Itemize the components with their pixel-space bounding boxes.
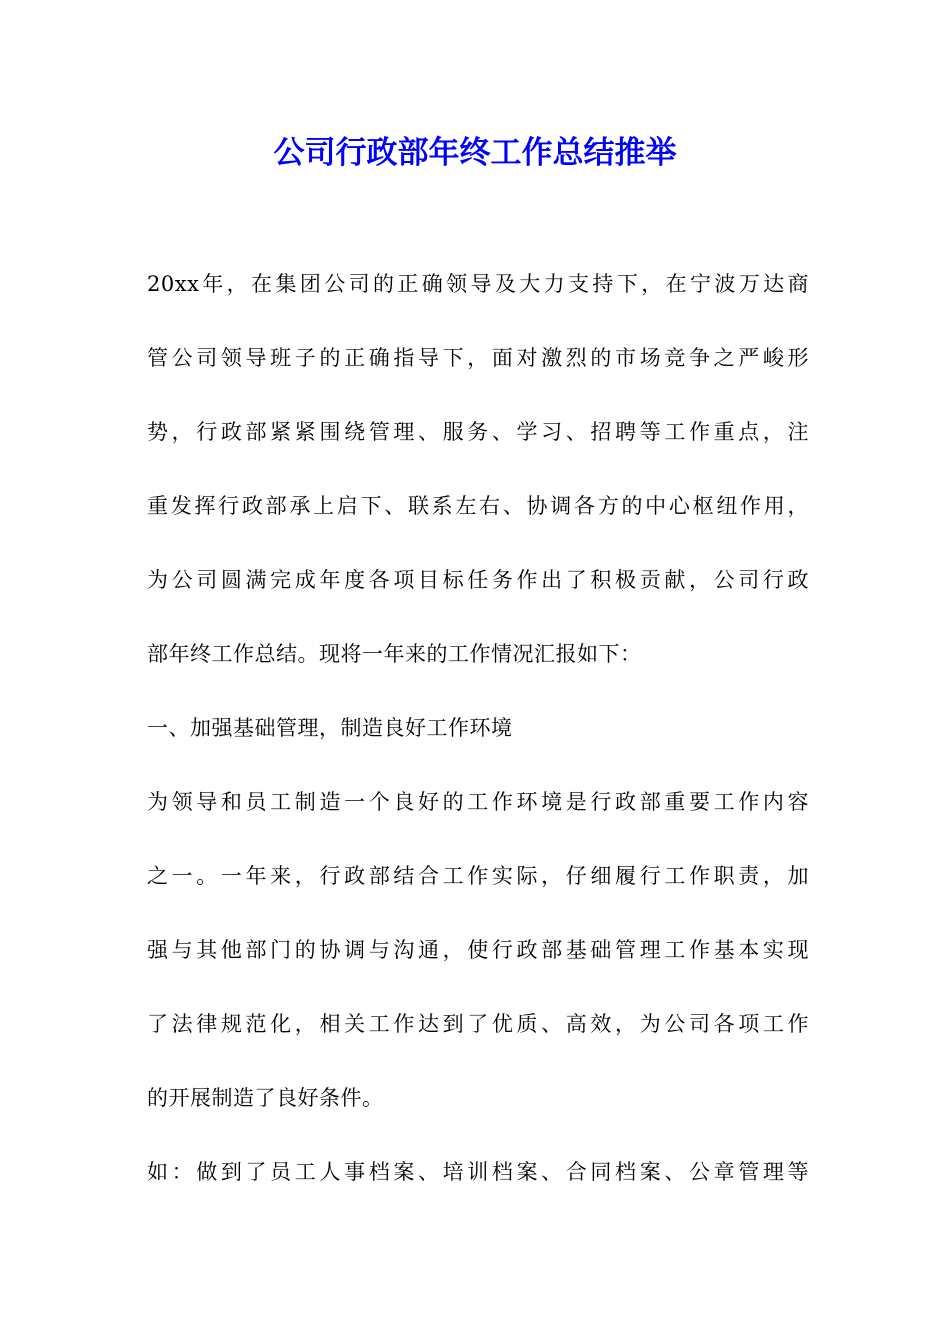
document-title: 公司行政部年终工作总结推举	[273, 135, 677, 171]
section-heading: 一、加强基础管理，制造良好工作环境	[147, 716, 513, 740]
body-line: 的开展制造了良好条件。	[147, 1086, 384, 1110]
body-line: 强与其他部门的协调与沟通，使行政部基础管理工作基本实现	[147, 938, 809, 962]
body-line: 重发挥行政部承上启下、联系左右、协调各方的中心枢纽作用，	[147, 494, 809, 518]
body-line: 管公司领导班子的正确指导下，面对激烈的市场竞争之严峻形	[147, 346, 809, 370]
body-line: 部年终工作总结。现将一年来的工作情况汇报如下：	[147, 642, 642, 666]
body-line: 为领导和员工制造一个良好的工作环境是行政部重要工作内容	[147, 790, 809, 814]
body-line: 了法律规范化，相关工作达到了优质、高效，为公司各项工作	[147, 1012, 809, 1036]
document-body	[147, 262, 809, 1224]
body-line: 为公司圆满完成年度各项目标任务作出了积极贡献，公司行政	[147, 568, 809, 592]
body-line: 之一。一年来，行政部结合工作实际，仔细履行工作职责，加	[147, 864, 809, 888]
body-line: 势，行政部紧紧围绕管理、服务、学习、招聘等工作重点，注	[147, 420, 809, 444]
body-line: 20xx年，在集团公司的正确领导及大力支持下，在宁波万达商	[147, 272, 809, 296]
body-line: 如：做到了员工人事档案、培训档案、合同档案、公章管理等	[147, 1160, 809, 1184]
